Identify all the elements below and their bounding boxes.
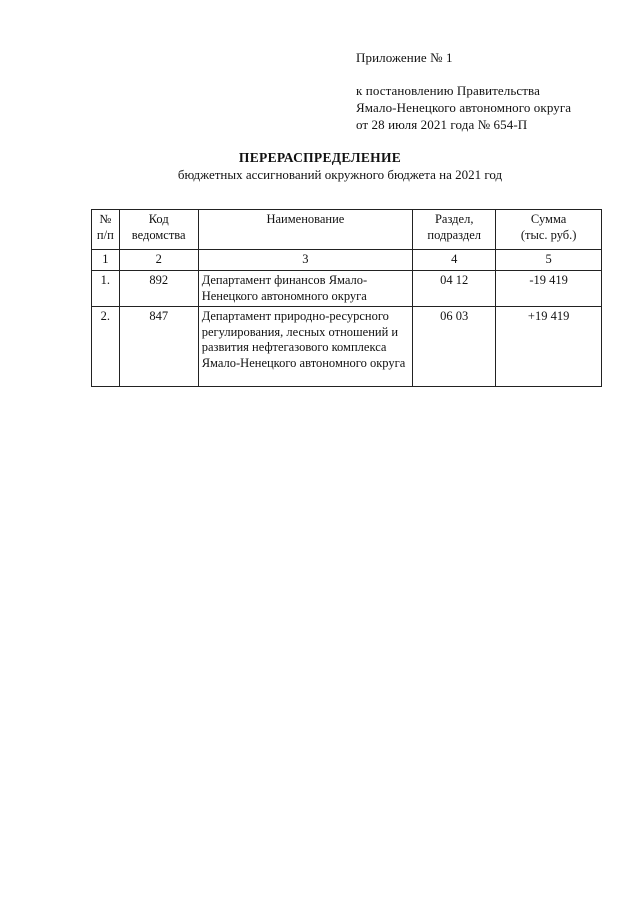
column-number: 3 — [198, 250, 412, 271]
header-cell-number: № п/п — [92, 210, 120, 250]
department-code-cell: 892 — [119, 271, 198, 307]
department-name-cell: Департамент финансов Ямало-Ненецкого автономного округа — [198, 271, 412, 307]
table-header-row — [92, 210, 602, 250]
header-cell-department-code: Код ведомства — [119, 210, 198, 250]
amount-cell: +19 419 — [496, 307, 602, 387]
row-number-cell: 1. — [92, 271, 120, 307]
column-number: 1 — [92, 250, 120, 271]
department-name-cell: Департамент природно-ресурсного регулирования, лесных отношений и развития нефтегазового комплекса Ямало-Ненецкого автономного округа — [198, 307, 412, 387]
header-cell-name: Наименование — [198, 210, 412, 250]
appendix-number: Приложение № 1 — [356, 50, 453, 65]
document-heading — [0, 149, 640, 183]
document-title: ПЕРЕРАСПРЕДЕЛЕНИЕ — [238, 150, 402, 165]
appendix-block — [356, 49, 571, 133]
appendix-line-1: к постановлению Правительства — [356, 83, 540, 98]
table-row — [92, 271, 602, 307]
amount-cell: -19 419 — [496, 271, 602, 307]
redistribution-table — [91, 209, 602, 387]
document-subtitle: бюджетных ассигнований окружного бюджета на 2021 год — [177, 167, 503, 182]
header-cell-amount: Сумма (тыс. руб.) — [496, 210, 602, 250]
column-number-row — [92, 250, 602, 271]
header-cell-section: Раздел, подраздел — [413, 210, 496, 250]
column-number: 4 — [413, 250, 496, 271]
appendix-line-3: от 28 июля 2021 года № 654-П — [356, 117, 528, 132]
table-row — [92, 307, 602, 387]
department-code-cell: 847 — [119, 307, 198, 387]
appendix-line-2: Ямало-Ненецкого автономного округа — [356, 100, 572, 115]
section-cell: 04 12 — [413, 271, 496, 307]
section-cell: 06 03 — [413, 307, 496, 387]
column-number: 2 — [119, 250, 198, 271]
column-number: 5 — [496, 250, 602, 271]
row-number-cell: 2. — [92, 307, 120, 387]
